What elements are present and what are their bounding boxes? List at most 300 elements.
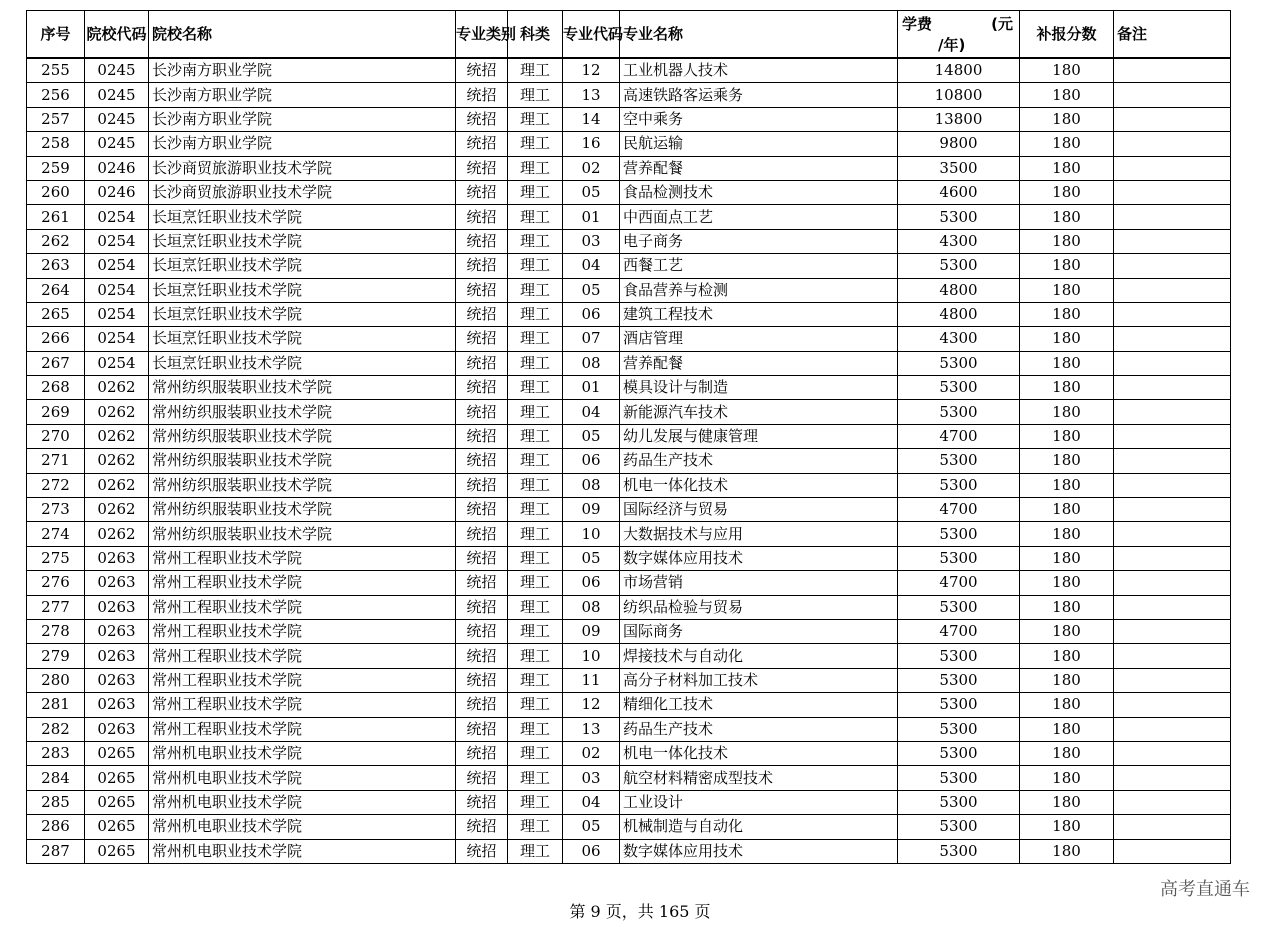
cell-remark — [1114, 229, 1231, 253]
cell-major-code: 12 — [563, 693, 620, 717]
header-fee-unit-a: (元 — [991, 15, 1013, 33]
header-school-name: 院校名称 — [149, 11, 456, 59]
cell-major-type: 统招 — [456, 546, 508, 570]
cell-major-type: 统招 — [456, 376, 508, 400]
cell-subject: 理工 — [508, 839, 563, 863]
cell-major-type: 统招 — [456, 473, 508, 497]
cell-school-name: 常州工程职业技术学院 — [149, 546, 456, 570]
cell-major-name: 西餐工艺 — [620, 254, 898, 278]
cell-school-code: 0254 — [85, 205, 149, 229]
cell-school-name: 常州工程职业技术学院 — [149, 595, 456, 619]
cell-major-type: 统招 — [456, 522, 508, 546]
cell-school-code: 0246 — [85, 180, 149, 204]
cell-remark — [1114, 815, 1231, 839]
cell-major-type: 统招 — [456, 229, 508, 253]
cell-score: 180 — [1020, 83, 1114, 107]
cell-remark — [1114, 644, 1231, 668]
cell-remark — [1114, 278, 1231, 302]
cell-school-code: 0263 — [85, 571, 149, 595]
cell-subject: 理工 — [508, 522, 563, 546]
cell-seq: 287 — [27, 839, 85, 863]
cell-fee: 5300 — [898, 717, 1020, 741]
cell-major-name: 药品生产技术 — [620, 449, 898, 473]
cell-seq: 257 — [27, 107, 85, 131]
cell-fee: 5300 — [898, 815, 1020, 839]
admissions-table — [26, 10, 1231, 864]
table-row — [27, 571, 1231, 595]
cell-score: 180 — [1020, 254, 1114, 278]
table-row — [27, 156, 1231, 180]
cell-seq: 268 — [27, 376, 85, 400]
cell-subject: 理工 — [508, 644, 563, 668]
cell-school-name: 常州机电职业技术学院 — [149, 741, 456, 765]
cell-school-code: 0263 — [85, 644, 149, 668]
cell-major-type: 统招 — [456, 449, 508, 473]
cell-remark — [1114, 741, 1231, 765]
table-row — [27, 205, 1231, 229]
header-school-code: 院校代码 — [85, 11, 149, 59]
cell-score: 180 — [1020, 278, 1114, 302]
cell-major-name: 电子商务 — [620, 229, 898, 253]
cell-major-code: 12 — [563, 58, 620, 83]
cell-major-name: 中西面点工艺 — [620, 205, 898, 229]
cell-remark — [1114, 522, 1231, 546]
cell-major-type: 统招 — [456, 717, 508, 741]
cell-subject: 理工 — [508, 180, 563, 204]
cell-seq: 261 — [27, 205, 85, 229]
table-row — [27, 254, 1231, 278]
cell-school-code: 0262 — [85, 376, 149, 400]
cell-remark — [1114, 58, 1231, 83]
cell-school-name: 长垣烹饪职业技术学院 — [149, 302, 456, 326]
table-row — [27, 790, 1231, 814]
cell-score: 180 — [1020, 302, 1114, 326]
cell-major-code: 06 — [563, 449, 620, 473]
table-row — [27, 668, 1231, 692]
cell-remark — [1114, 180, 1231, 204]
cell-seq: 266 — [27, 327, 85, 351]
table-row — [27, 522, 1231, 546]
cell-major-name: 数字媒体应用技术 — [620, 839, 898, 863]
cell-fee: 5300 — [898, 473, 1020, 497]
table-row — [27, 278, 1231, 302]
cell-school-code: 0262 — [85, 498, 149, 522]
cell-school-name: 长沙南方职业学院 — [149, 132, 456, 156]
cell-school-code: 0262 — [85, 400, 149, 424]
cell-major-code: 09 — [563, 619, 620, 643]
cell-score: 180 — [1020, 205, 1114, 229]
cell-fee: 4700 — [898, 571, 1020, 595]
cell-major-type: 统招 — [456, 668, 508, 692]
cell-major-name: 市场营销 — [620, 571, 898, 595]
header-subject: 科类 — [508, 11, 563, 59]
cell-score: 180 — [1020, 58, 1114, 83]
cell-major-type: 统招 — [456, 790, 508, 814]
cell-seq: 276 — [27, 571, 85, 595]
cell-score: 180 — [1020, 619, 1114, 643]
cell-major-name: 建筑工程技术 — [620, 302, 898, 326]
cell-school-name: 常州机电职业技术学院 — [149, 839, 456, 863]
cell-major-code: 02 — [563, 741, 620, 765]
cell-seq: 280 — [27, 668, 85, 692]
cell-remark — [1114, 400, 1231, 424]
cell-remark — [1114, 668, 1231, 692]
header-remark: 备注 — [1114, 11, 1231, 59]
cell-major-name: 药品生产技术 — [620, 717, 898, 741]
cell-score: 180 — [1020, 741, 1114, 765]
cell-score: 180 — [1020, 644, 1114, 668]
cell-major-code: 04 — [563, 400, 620, 424]
cell-score: 180 — [1020, 546, 1114, 570]
cell-subject: 理工 — [508, 156, 563, 180]
cell-fee: 3500 — [898, 156, 1020, 180]
cell-remark — [1114, 132, 1231, 156]
cell-school-name: 常州工程职业技术学院 — [149, 668, 456, 692]
cell-school-name: 常州纺织服装职业技术学院 — [149, 400, 456, 424]
cell-seq: 286 — [27, 815, 85, 839]
cell-major-type: 统招 — [456, 180, 508, 204]
table-row — [27, 424, 1231, 448]
cell-major-name: 高分子材料加工技术 — [620, 668, 898, 692]
cell-major-code: 13 — [563, 83, 620, 107]
cell-score: 180 — [1020, 376, 1114, 400]
cell-major-type: 统招 — [456, 278, 508, 302]
cell-major-type: 统招 — [456, 327, 508, 351]
cell-major-code: 05 — [563, 424, 620, 448]
cell-remark — [1114, 839, 1231, 863]
watermark-logo: 高考直通车 — [1160, 879, 1250, 900]
cell-major-type: 统招 — [456, 741, 508, 765]
cell-fee: 4300 — [898, 229, 1020, 253]
cell-seq: 255 — [27, 58, 85, 83]
cell-remark — [1114, 376, 1231, 400]
cell-seq: 277 — [27, 595, 85, 619]
cell-school-name: 常州工程职业技术学院 — [149, 717, 456, 741]
table-row — [27, 132, 1231, 156]
cell-major-code: 08 — [563, 351, 620, 375]
cell-major-type: 统招 — [456, 205, 508, 229]
cell-fee: 5300 — [898, 741, 1020, 765]
cell-school-code: 0254 — [85, 229, 149, 253]
cell-major-type: 统招 — [456, 815, 508, 839]
table-row — [27, 473, 1231, 497]
cell-fee: 5300 — [898, 595, 1020, 619]
cell-major-name: 新能源汽车技术 — [620, 400, 898, 424]
cell-remark — [1114, 424, 1231, 448]
cell-school-name: 常州纺织服装职业技术学院 — [149, 498, 456, 522]
table-row — [27, 400, 1231, 424]
cell-fee: 5300 — [898, 644, 1020, 668]
cell-remark — [1114, 107, 1231, 131]
cell-school-code: 0263 — [85, 595, 149, 619]
cell-major-name: 空中乘务 — [620, 107, 898, 131]
cell-fee: 5300 — [898, 254, 1020, 278]
table-body — [27, 58, 1231, 863]
cell-school-name: 长垣烹饪职业技术学院 — [149, 205, 456, 229]
cell-fee: 5300 — [898, 522, 1020, 546]
cell-remark — [1114, 83, 1231, 107]
cell-school-name: 常州机电职业技术学院 — [149, 766, 456, 790]
cell-major-name: 营养配餐 — [620, 351, 898, 375]
cell-major-code: 10 — [563, 522, 620, 546]
cell-fee: 5300 — [898, 790, 1020, 814]
cell-fee: 4700 — [898, 424, 1020, 448]
header-seq: 序号 — [27, 11, 85, 59]
cell-remark — [1114, 254, 1231, 278]
cell-major-type: 统招 — [456, 107, 508, 131]
table-row — [27, 644, 1231, 668]
cell-school-code: 0263 — [85, 546, 149, 570]
cell-score: 180 — [1020, 132, 1114, 156]
cell-subject: 理工 — [508, 58, 563, 83]
cell-major-name: 机电一体化技术 — [620, 473, 898, 497]
cell-seq: 264 — [27, 278, 85, 302]
table-row — [27, 546, 1231, 570]
cell-major-name: 国际经济与贸易 — [620, 498, 898, 522]
cell-seq: 270 — [27, 424, 85, 448]
cell-school-code: 0246 — [85, 156, 149, 180]
cell-subject: 理工 — [508, 132, 563, 156]
cell-score: 180 — [1020, 522, 1114, 546]
cell-school-code: 0245 — [85, 58, 149, 83]
cell-school-code: 0265 — [85, 790, 149, 814]
cell-remark — [1114, 498, 1231, 522]
cell-seq: 263 — [27, 254, 85, 278]
cell-school-name: 常州纺织服装职业技术学院 — [149, 376, 456, 400]
cell-fee: 13800 — [898, 107, 1020, 131]
cell-subject: 理工 — [508, 278, 563, 302]
cell-school-name: 常州纺织服装职业技术学院 — [149, 522, 456, 546]
cell-school-code: 0263 — [85, 668, 149, 692]
table-row — [27, 376, 1231, 400]
cell-seq: 275 — [27, 546, 85, 570]
cell-major-code: 14 — [563, 107, 620, 131]
table-row — [27, 619, 1231, 643]
cell-major-name: 工业机器人技术 — [620, 58, 898, 83]
table-row — [27, 58, 1231, 83]
table-row — [27, 83, 1231, 107]
cell-major-name: 模具设计与制造 — [620, 376, 898, 400]
header-major-type: 专业类别 — [456, 11, 508, 59]
cell-major-code: 04 — [563, 790, 620, 814]
cell-seq: 273 — [27, 498, 85, 522]
cell-major-type: 统招 — [456, 254, 508, 278]
cell-seq: 256 — [27, 83, 85, 107]
cell-major-code: 03 — [563, 229, 620, 253]
cell-school-code: 0245 — [85, 83, 149, 107]
cell-major-type: 统招 — [456, 839, 508, 863]
cell-seq: 267 — [27, 351, 85, 375]
cell-seq: 259 — [27, 156, 85, 180]
cell-school-name: 长沙南方职业学院 — [149, 83, 456, 107]
table-row — [27, 766, 1231, 790]
cell-school-name: 长沙商贸旅游职业技术学院 — [149, 156, 456, 180]
cell-score: 180 — [1020, 424, 1114, 448]
cell-major-type: 统招 — [456, 351, 508, 375]
cell-subject: 理工 — [508, 424, 563, 448]
cell-major-name: 机械制造与自动化 — [620, 815, 898, 839]
cell-subject: 理工 — [508, 693, 563, 717]
cell-school-name: 长垣烹饪职业技术学院 — [149, 254, 456, 278]
cell-seq: 285 — [27, 790, 85, 814]
cell-major-code: 08 — [563, 473, 620, 497]
cell-major-code: 04 — [563, 254, 620, 278]
cell-seq: 265 — [27, 302, 85, 326]
table-row — [27, 107, 1231, 131]
cell-major-name: 纺织品检验与贸易 — [620, 595, 898, 619]
cell-score: 180 — [1020, 400, 1114, 424]
cell-subject: 理工 — [508, 351, 563, 375]
header-score: 补报分数 — [1020, 11, 1114, 59]
cell-school-code: 0262 — [85, 449, 149, 473]
cell-major-code: 03 — [563, 766, 620, 790]
cell-seq: 281 — [27, 693, 85, 717]
cell-remark — [1114, 717, 1231, 741]
cell-school-name: 常州纺织服装职业技术学院 — [149, 473, 456, 497]
table-row — [27, 327, 1231, 351]
cell-seq: 269 — [27, 400, 85, 424]
cell-score: 180 — [1020, 668, 1114, 692]
cell-score: 180 — [1020, 229, 1114, 253]
cell-remark — [1114, 619, 1231, 643]
cell-school-name: 长垣烹饪职业技术学院 — [149, 229, 456, 253]
cell-fee: 5300 — [898, 668, 1020, 692]
cell-major-name: 酒店管理 — [620, 327, 898, 351]
cell-school-code: 0254 — [85, 278, 149, 302]
cell-major-type: 统招 — [456, 693, 508, 717]
cell-remark — [1114, 449, 1231, 473]
cell-school-code: 0265 — [85, 741, 149, 765]
cell-school-name: 常州工程职业技术学院 — [149, 619, 456, 643]
cell-subject: 理工 — [508, 302, 563, 326]
cell-major-type: 统招 — [456, 498, 508, 522]
cell-major-code: 16 — [563, 132, 620, 156]
cell-subject: 理工 — [508, 83, 563, 107]
cell-major-name: 营养配餐 — [620, 156, 898, 180]
cell-major-type: 统招 — [456, 400, 508, 424]
cell-major-code: 13 — [563, 717, 620, 741]
header-fee — [898, 11, 1020, 59]
cell-major-code: 08 — [563, 595, 620, 619]
cell-fee: 4600 — [898, 180, 1020, 204]
cell-fee: 5300 — [898, 693, 1020, 717]
cell-remark — [1114, 302, 1231, 326]
cell-subject: 理工 — [508, 717, 563, 741]
cell-subject: 理工 — [508, 571, 563, 595]
cell-major-code: 06 — [563, 839, 620, 863]
cell-fee: 5300 — [898, 766, 1020, 790]
cell-fee: 14800 — [898, 58, 1020, 83]
cell-major-code: 05 — [563, 815, 620, 839]
cell-school-name: 常州机电职业技术学院 — [149, 790, 456, 814]
cell-major-code: 02 — [563, 156, 620, 180]
cell-seq: 272 — [27, 473, 85, 497]
cell-major-name: 食品检测技术 — [620, 180, 898, 204]
table-row — [27, 595, 1231, 619]
cell-subject: 理工 — [508, 766, 563, 790]
cell-subject: 理工 — [508, 400, 563, 424]
cell-score: 180 — [1020, 595, 1114, 619]
cell-subject: 理工 — [508, 229, 563, 253]
cell-fee: 5300 — [898, 376, 1020, 400]
cell-school-name: 常州纺织服装职业技术学院 — [149, 449, 456, 473]
header-fee-label: 学费 — [902, 15, 933, 33]
cell-school-code: 0265 — [85, 766, 149, 790]
cell-score: 180 — [1020, 180, 1114, 204]
table-row — [27, 717, 1231, 741]
cell-major-type: 统招 — [456, 83, 508, 107]
cell-school-code: 0265 — [85, 839, 149, 863]
cell-fee: 5300 — [898, 546, 1020, 570]
cell-major-name: 国际商务 — [620, 619, 898, 643]
table-row — [27, 180, 1231, 204]
cell-subject: 理工 — [508, 473, 563, 497]
cell-seq: 282 — [27, 717, 85, 741]
cell-remark — [1114, 790, 1231, 814]
cell-remark — [1114, 351, 1231, 375]
cell-fee: 4300 — [898, 327, 1020, 351]
cell-major-code: 09 — [563, 498, 620, 522]
cell-score: 180 — [1020, 498, 1114, 522]
cell-seq: 262 — [27, 229, 85, 253]
cell-school-name: 长垣烹饪职业技术学院 — [149, 327, 456, 351]
cell-remark — [1114, 766, 1231, 790]
cell-school-name: 长垣烹饪职业技术学院 — [149, 351, 456, 375]
cell-major-type: 统招 — [456, 132, 508, 156]
cell-fee: 5300 — [898, 400, 1020, 424]
cell-score: 180 — [1020, 571, 1114, 595]
cell-subject: 理工 — [508, 790, 563, 814]
cell-school-name: 常州工程职业技术学院 — [149, 693, 456, 717]
cell-score: 180 — [1020, 717, 1114, 741]
cell-remark — [1114, 693, 1231, 717]
page-number: 第 9 页，共 165 页 — [569, 902, 711, 921]
cell-major-type: 统招 — [456, 302, 508, 326]
cell-school-name: 常州工程职业技术学院 — [149, 644, 456, 668]
cell-score: 180 — [1020, 327, 1114, 351]
cell-major-name: 大数据技术与应用 — [620, 522, 898, 546]
cell-school-name: 常州纺织服装职业技术学院 — [149, 424, 456, 448]
cell-seq: 284 — [27, 766, 85, 790]
cell-subject: 理工 — [508, 327, 563, 351]
cell-major-name: 高速铁路客运乘务 — [620, 83, 898, 107]
cell-score: 180 — [1020, 790, 1114, 814]
cell-major-type: 统招 — [456, 644, 508, 668]
cell-score: 180 — [1020, 815, 1114, 839]
cell-score: 180 — [1020, 449, 1114, 473]
cell-subject: 理工 — [508, 619, 563, 643]
table-row — [27, 815, 1231, 839]
cell-major-type: 统招 — [456, 424, 508, 448]
cell-school-code: 0265 — [85, 815, 149, 839]
cell-remark — [1114, 205, 1231, 229]
cell-subject: 理工 — [508, 668, 563, 692]
cell-major-code: 01 — [563, 376, 620, 400]
cell-fee: 5300 — [898, 205, 1020, 229]
cell-school-code: 0254 — [85, 302, 149, 326]
cell-school-code: 0263 — [85, 717, 149, 741]
table-header-row — [27, 11, 1231, 59]
header-major-name: 专业名称 — [620, 11, 898, 59]
cell-seq: 283 — [27, 741, 85, 765]
cell-major-name: 焊接技术与自动化 — [620, 644, 898, 668]
cell-score: 180 — [1020, 156, 1114, 180]
table-row — [27, 839, 1231, 863]
cell-subject: 理工 — [508, 205, 563, 229]
cell-subject: 理工 — [508, 815, 563, 839]
cell-seq: 271 — [27, 449, 85, 473]
cell-major-type: 统招 — [456, 595, 508, 619]
